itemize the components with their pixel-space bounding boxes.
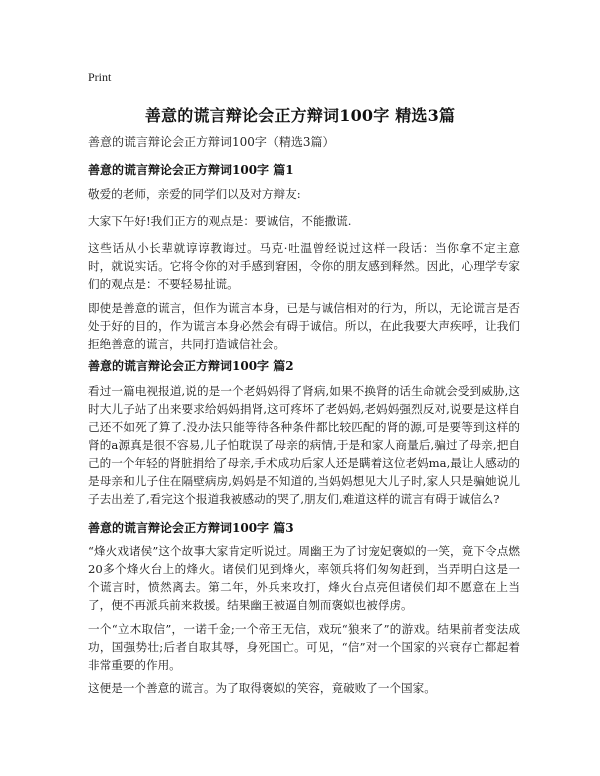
print-link[interactable]: Print bbox=[88, 70, 112, 84]
section-heading-1: 善意的谎言辩论会正方辩词100字 篇1 bbox=[88, 163, 294, 177]
section3-paragraph-2: 一个“立木取信”，一诺千金;一个帝王无信，戏玩“狼来了”的游戏。结果前者变法成功，国强势壮;后者自取其辱，身死国亡。可见，“信”对一个国家的兴衰存亡都起着非常重要的作用。 bbox=[88, 622, 520, 672]
section1-paragraph-3: 这些话从小长辈就谆谆教诲过。马克·吐温曾经说过这样一段话：当你拿不定主意时，就说实话。它将令你的对手感到窘困，令你的朋友感到释然。因此，心理学专家们的观点是：不要轻易扯谎。 bbox=[88, 241, 520, 291]
section3-paragraph-3: 这便是一个善意的谎言。为了取得褒姒的笑容，竟破败了一个国家。 bbox=[88, 681, 436, 695]
section-heading-3: 善意的谎言辩论会正方辩词100字 篇3 bbox=[88, 521, 294, 535]
section2-paragraph-1: 看过一篇电视报道,说的是一个老妈妈得了肾病,如果不换肾的话生命就会受到威胁,这时大儿子站了出来要求给妈妈捐肾,这可疼坏了老妈妈,老妈妈强烈反对,说要是这样自己还不如死了算了.没办法只能等待各种条件都比较匹配的肾的源,可是要等到这样的肾的a源真是很不容易,儿子怕耽误了母亲的病情,于是和家人商量后,骗过了母亲,把自己的一个年轻的肾脏捐给了母亲,手术成功后家人还是瞒着这位老妈ma,最让人感动的是母亲和儿子住在隔壁病房,妈妈是不知道的,当妈妈想见大儿子时,家人只是骗她说儿子去出差了,看完这个报道我被感动的哭了,朋友们,难道这样的谎言有碍于诚信么? bbox=[88, 384, 520, 506]
document-subtitle: 善意的谎言辩论会正方辩词100字（精选3篇） bbox=[88, 135, 335, 149]
section1-paragraph-4: 即使是善意的谎言，但作为谎言本身，已是与诚信相对的行为，所以，无论谎言是否处于好的目的，作为谎言本身必然会有碍于诚信。所以，在此我要大声疾呼，让我们拒绝善意的谎言，共同打造诚信社会。 bbox=[88, 301, 520, 351]
section1-paragraph-2: 大家下午好!我们正方的观点是：要诚信，不能撒谎. bbox=[88, 214, 352, 228]
section-heading-2: 善意的谎言辩论会正方辩词100字 篇2 bbox=[88, 359, 294, 373]
section3-paragraph-1: “烽火戏诸侯”这个故事大家肯定听说过。周幽王为了讨宠妃褒姒的一笑，竟下令点燃20多个烽火台上的烽火。诸侯们见到烽火，率领兵将们匆匆赶到，当弄明白这是一个谎言时，愤然离去。第二年，外兵来攻打，烽火台点亮但诸侯们却不愿意在上当了，便不再派兵前来救援。结果幽王被逼自刎而褒姒也被俘虏。 bbox=[88, 544, 520, 612]
page-title: 善意的谎言辩论会正方辩词100字 精选3篇 bbox=[144, 106, 456, 125]
section1-paragraph-1: 敬爱的老师，亲爱的同学们以及对方辩友: bbox=[88, 187, 301, 201]
